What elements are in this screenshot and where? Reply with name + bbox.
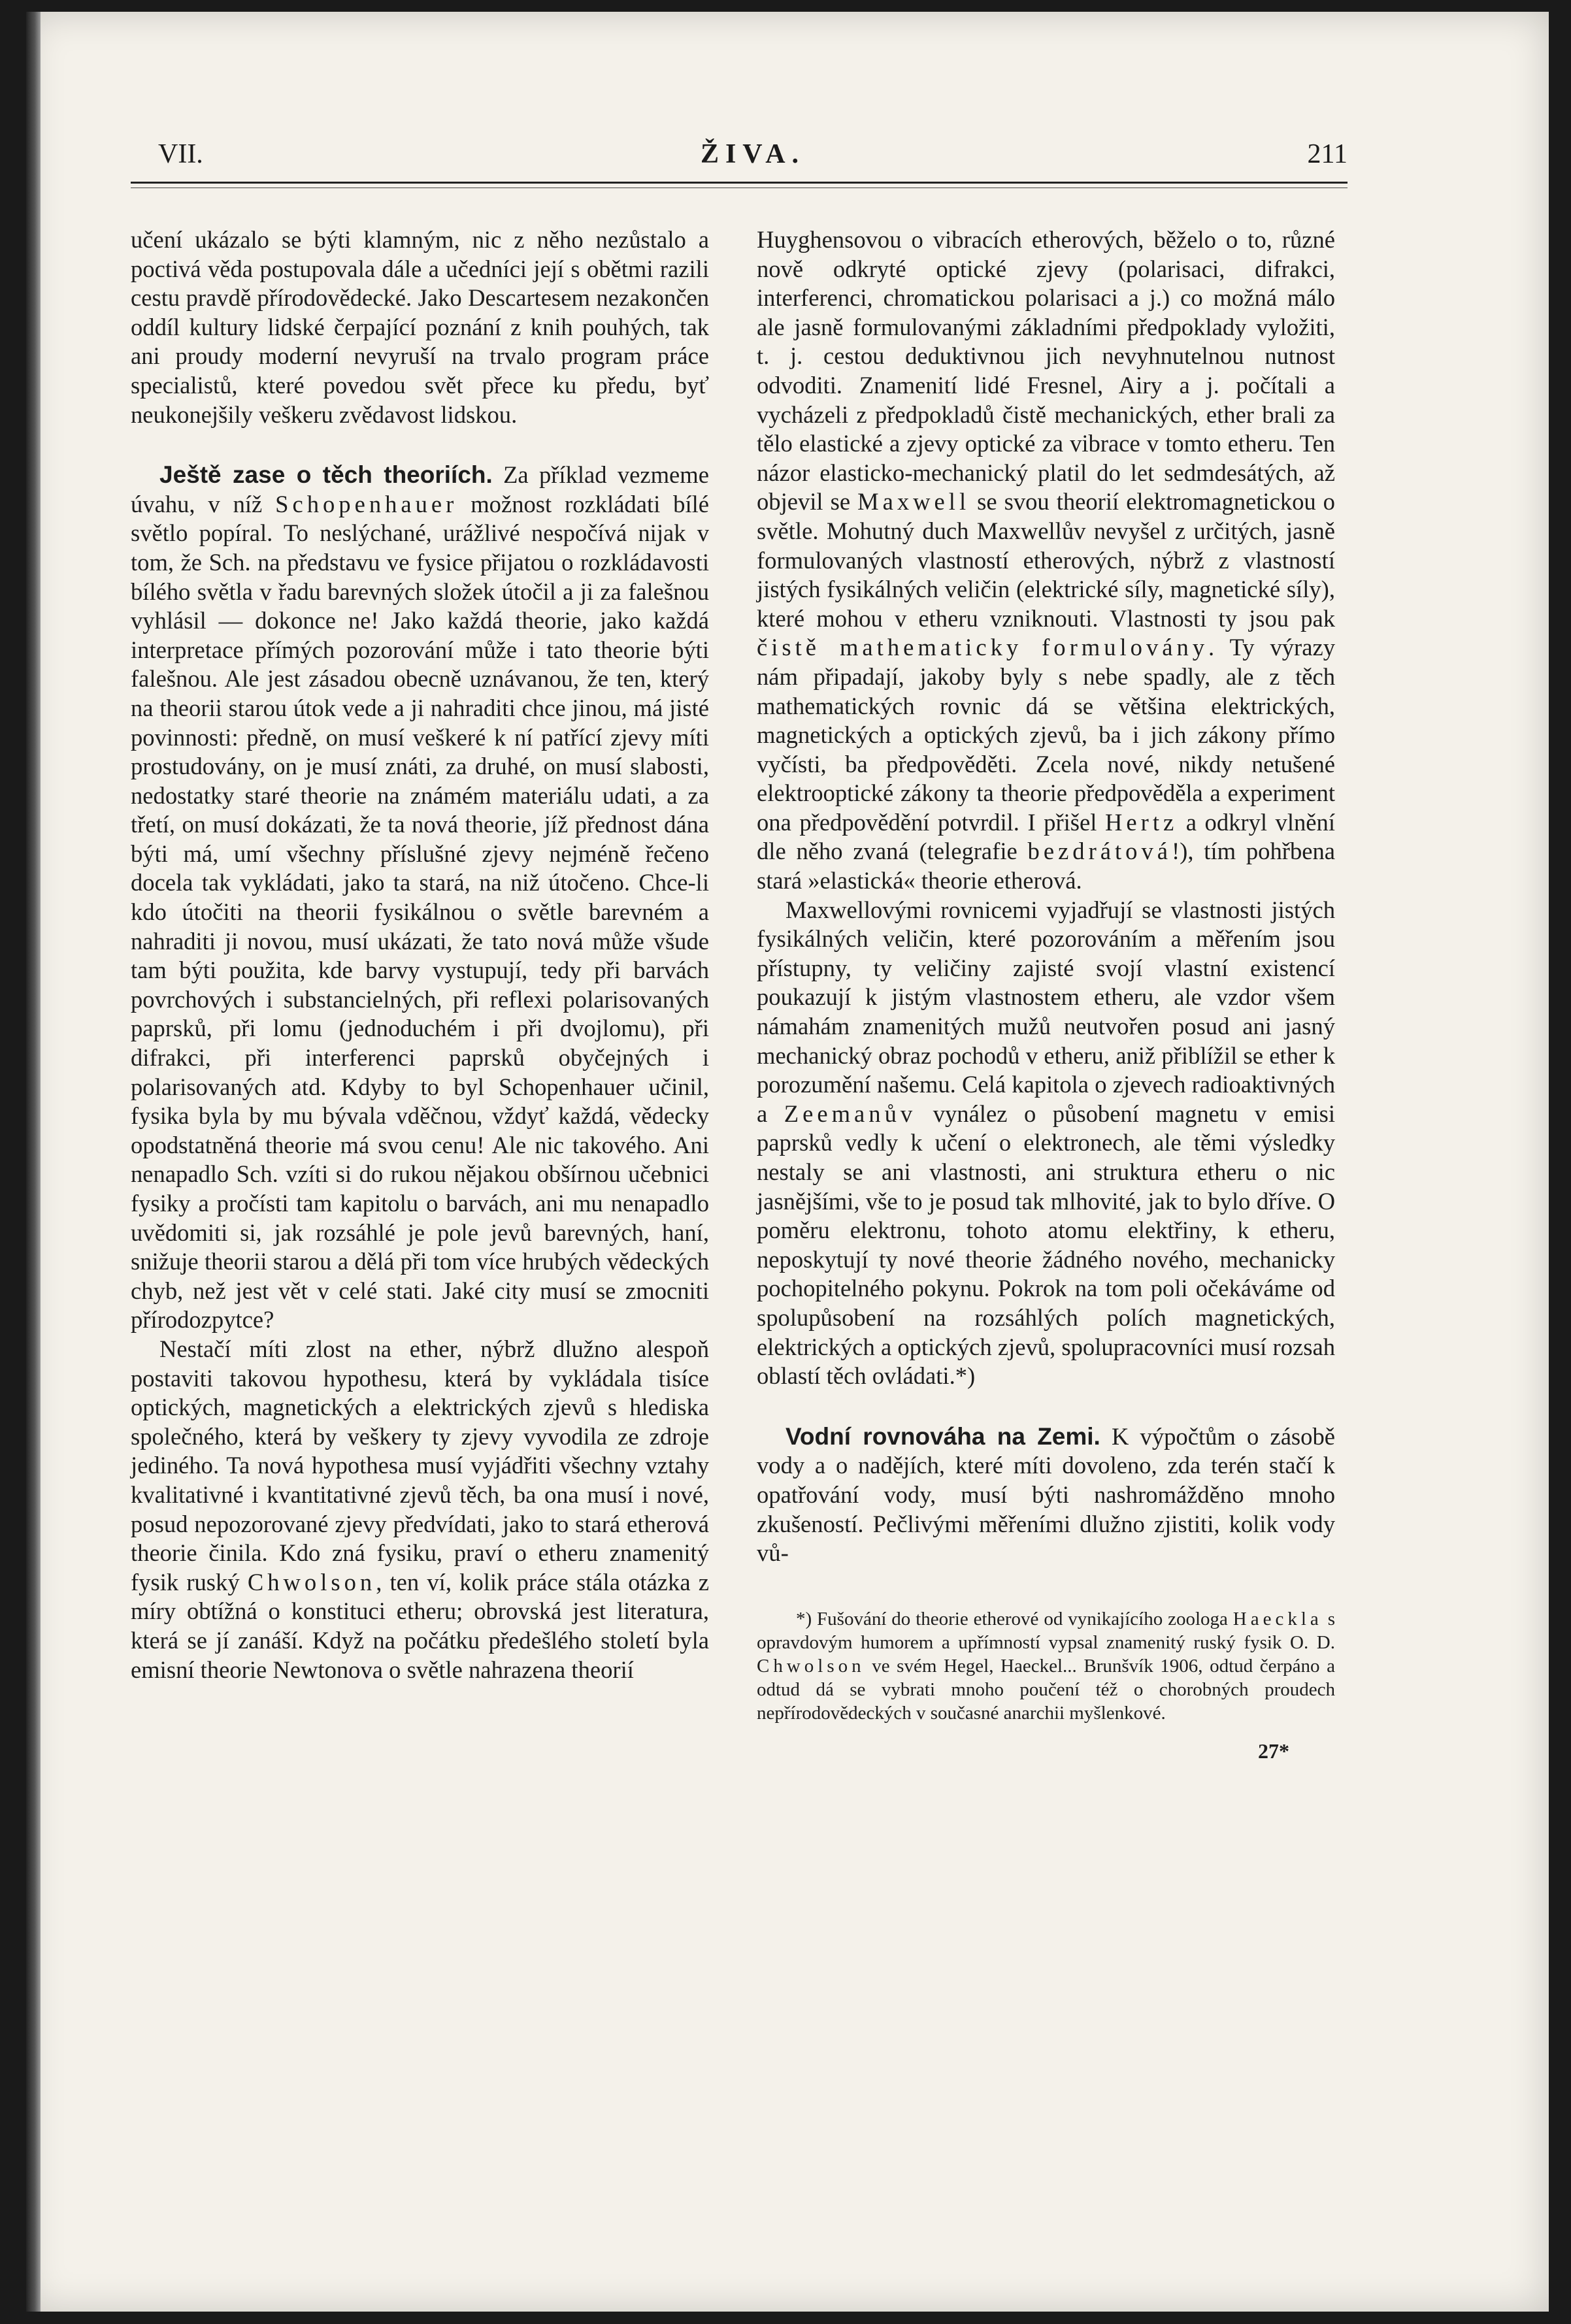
text-run: se svou theorií elektromagnetickou o světle. Mohutný duch Maxwellův nevyšel z určitých, jasně formulovaných vlastností etherových, nýbrž z vlastností jistých fysikálných veličin (elektrické síly, magnetické síly), které mohou v etheru vzniknouti. Vlastnosti ty jsou pak <box>757 488 1335 632</box>
text-run: Maxwellovými rovnicemi vyjadřují se vlastnosti jistých fysikálných veličin, které pozorováním a měřením jsou přístupny, ty veličiny zajisté svojí vlastní existencí poukazují k jistým vlastnostem etheru, ale vzdor všem námahám znamenitých mužů neutvořen posud ani jasný mechanický obraz pochodů v etheru, aniž přiblížil se ether k porozumění našemu. Celá kapitola o zjevech radioaktivných a <box>757 896 1335 1127</box>
text-run: K výpočtům o zásobě vody a o nadějích, které míti dovoleno, zda terén stačí k opatřování vody, musí býti nashromážděno mnoho zkušeností. Pečlivými měřeními dlužno zjistiti, kolik vody vů- <box>757 1422 1335 1567</box>
running-header <box>158 139 1348 184</box>
text-run: a odkryl vlnění dle něho zvaná (telegrafie <box>757 808 1335 865</box>
section-gap <box>131 429 709 461</box>
book-binding-edge <box>26 12 41 2312</box>
footnote <box>757 1607 1335 1725</box>
name-hertz: Hertz <box>1104 808 1178 836</box>
text-run: Nestačí míti zlost na ether, nýbrž dlužno alespoň postaviti takovou hypothesu, která by vykládala tisíce optických, magnetických a elektrických zjevů s hlediska společného, která by veškery ty zjevy vyvodila ze zdroje jediného. Ta nová hypothesa musí vyjádřiti všechny vztahy kvalitativné i kvantitativné zjevů těch, ba ona musí i nové, posud nepozorované zjevy předvídati, jako to stará etherová theorie činila. Kdo zná fysiku, praví o etheru znamenitý fysik ruský <box>131 1335 709 1596</box>
right-column <box>757 225 1335 1765</box>
text-run: ve svém Hegel, Haeckel... Brunšvík 1906, odtud čerpáno a odtud dá se vybrati mnoho poučení též o chorobných proudech nepřírodovědeckých v současné anarchii myšlenkové. <box>757 1655 1335 1724</box>
left-paragraph-2 <box>131 461 709 1335</box>
left-paragraph-3 <box>131 1335 709 1684</box>
text-run: vynález o působení magnetu v emisi paprsků vedly k učení o elektronech, ale těmi výsledky nestaly se ani vlastnosti, ani struktura etheru o nic jasnějšími, vše to je posud tak mlhovité, jak to bylo dříve. O poměru elektronu, tohoto atomu elektřiny, k etheru, neposkytují ty nové theorie žádného nového, mechanicky pochopitelného pokynu. Pokrok na tom poli očekáváme od spolupůsobení na rozsáhlých polích magnetických, elektrických a optických zjevů, spolupracovníci musí rozsah oblastí těch ovládati.*) <box>757 1100 1335 1390</box>
text-run: *) Fušování do theorie etherové od vynikajícího zoologa <box>796 1608 1233 1629</box>
journal-title: ŽIVA. <box>700 139 806 169</box>
header-rule-thick <box>131 182 1348 184</box>
volume-number: VII. <box>158 139 203 169</box>
page-number: 211 <box>1307 139 1348 169</box>
text-run: Huyghensovou o vibracích etherových, běželo o to, různé nově odkryté optické zjevy (polarisaci, difrakci, interferenci, chromatickou polarisaci a j.) co možná málo ale jasně formulovanými základními předpoklady vyložiti, t. j. cestou deduktivnou jich nevyhnutelnou nutnost odvoditi. Znamenití lidé Fresnel, Airy a j. počítali a vycházeli z předpokladů čistě mechanických, ether brali za tělo elastické a zjevy optické za vibrace v tomto etheru. Ten názor elasticko-mechanický platil do let sedmdesátých, až objevil se <box>757 226 1335 516</box>
name-zeeman: Zeemanův <box>784 1100 917 1127</box>
emphasis-mathematically: čistě mathematicky formulovány <box>757 634 1209 661</box>
right-paragraph-1 <box>757 225 1335 896</box>
right-paragraph-2 <box>757 896 1335 1391</box>
name-schopenhauer: Schopenhauer <box>275 490 458 517</box>
footnote-text <box>757 1607 1335 1725</box>
left-column <box>131 225 709 1684</box>
emphasis-wireless: bezdrátová <box>1027 838 1172 865</box>
section-heading-theories: Ještě zase o těch theoriích. <box>159 461 493 489</box>
section-heading-water-balance: Vodní rovnováha na Zemi. <box>786 1422 1100 1450</box>
sheet-signature-mark: 27* <box>1258 1739 1289 1763</box>
text-run: možnost rozkládati bílé světlo popíral. To neslýchané, urážlivé nespočívá nijak v tom, že Sch. na představu ve fysice přijatou o rozkládavosti bílého světla v řadu barevných složek útočil a ji za falešnou vyhlásil — dokonce ne! Jako každá theorie, jako každá interpretace přímých pozorování může i tato theorie býti falešnou. Ale jest zásadou obecně uznávanou, že ten, který na theorii starou útok vede a ji nahraditi chce jinou, má jisté povinnosti: předně, on musí veškeré k ní patřící zjevy míti prostudovány, on je musí znáti, za druhé, on musí slabosti, nedostatky staré theorie na známém materiálu udati, a za třetí, on musí dokázati, že ta nová theorie, jíž přednost dána býti má, umí všechny příslušné zjevy nejméně řečeno docela tak vykládati, jako ta stará, na niž útočeno. Chce-li kdo útočiti na theorii fysikálnou o světle barevném a nahraditi ji novou, musí ukázati, že tato nová může všude tam býti použita, kde barvy vystupují, tedy při barvách povrchových i substancielných, při reflexi polarisovaných paprsků, při lomu (jednoduchém i při dvojlomu), při difrakci, při interferenci paprsků obyčejných i polarisovaných atd. Kdyby to byl Schopenhauer učinil, fysika byla by mu bývala vděčnou, vždyť každá, vědecky opodstatněná theorie má svou cenu! Ale nic takového. Ani nenapadlo Sch. vzíti si do rukou nějakou obšírnou učebnici fysiky a pročísti tam kapitolu o barvách, ani mu nenapadlo uvědomiti si, jak rozsáhlé je pole jevů barevných, haní, snižuje theorii starou a dělá při tom více hrubých vědeckých chyb, než jest vět v celé stati. Jaké city musí se zmocniti přírodozpytce? <box>131 490 709 1334</box>
text-run: . Ty výrazy nám připadají, jakoby byly s nebe spadly, ale z těch mathematických rovnic dá se většina elektrických, magnetických a optických zjevů, ba i jich zákony přímo vyčísti, ba předpověděti. Zcela nové, nikdy netušené elektrooptické zákony ta theorie předpověděla a experiment ona předpovědění potvrdil. I přišel <box>757 634 1335 836</box>
text-run: Za příklad vezmeme úvahu, v níž <box>131 461 709 517</box>
text-run: s opravdovým humorem a upřímností vypsal znamenitý ruský fysik O. D. <box>757 1608 1335 1653</box>
text-run: , ten ví, kolik práce stála otázka z míry obtížná o konstituci etheru; obrovská jest literatura, která se jí zanáší. Když na počátku předešlého století byla emisní theorie Newtonova o světle nahrazena theorií <box>131 1568 709 1683</box>
right-paragraph-3 <box>757 1422 1335 1568</box>
name-haeckel: Haeckla <box>1232 1608 1323 1629</box>
section-gap <box>757 1391 1335 1422</box>
text-run: !), tím pohřbena stará »elastická« theorie etherová. <box>757 838 1335 894</box>
left-paragraph-1: učení ukázalo se býti klamným, nic z něho nezůstalo a poctivá věda postupovala dále a učedníci její s obětmi razili cestu pravdě přírodovědecké. Jako Descartesem nezakončen oddíl kultury lidské čerpající poznání z knih pouhých, tak ani proudy moderní nevyruší na trvalo program práce specialistů, které povedou svět přece ku předu, byť neukonejšily veškeru zvědavost lidskou. <box>131 226 709 428</box>
name-maxwell: Maxwell <box>857 488 970 516</box>
name-chwolson: Chwolson <box>247 1568 376 1596</box>
name-chwolson-footnote: Chwolson <box>757 1655 865 1677</box>
